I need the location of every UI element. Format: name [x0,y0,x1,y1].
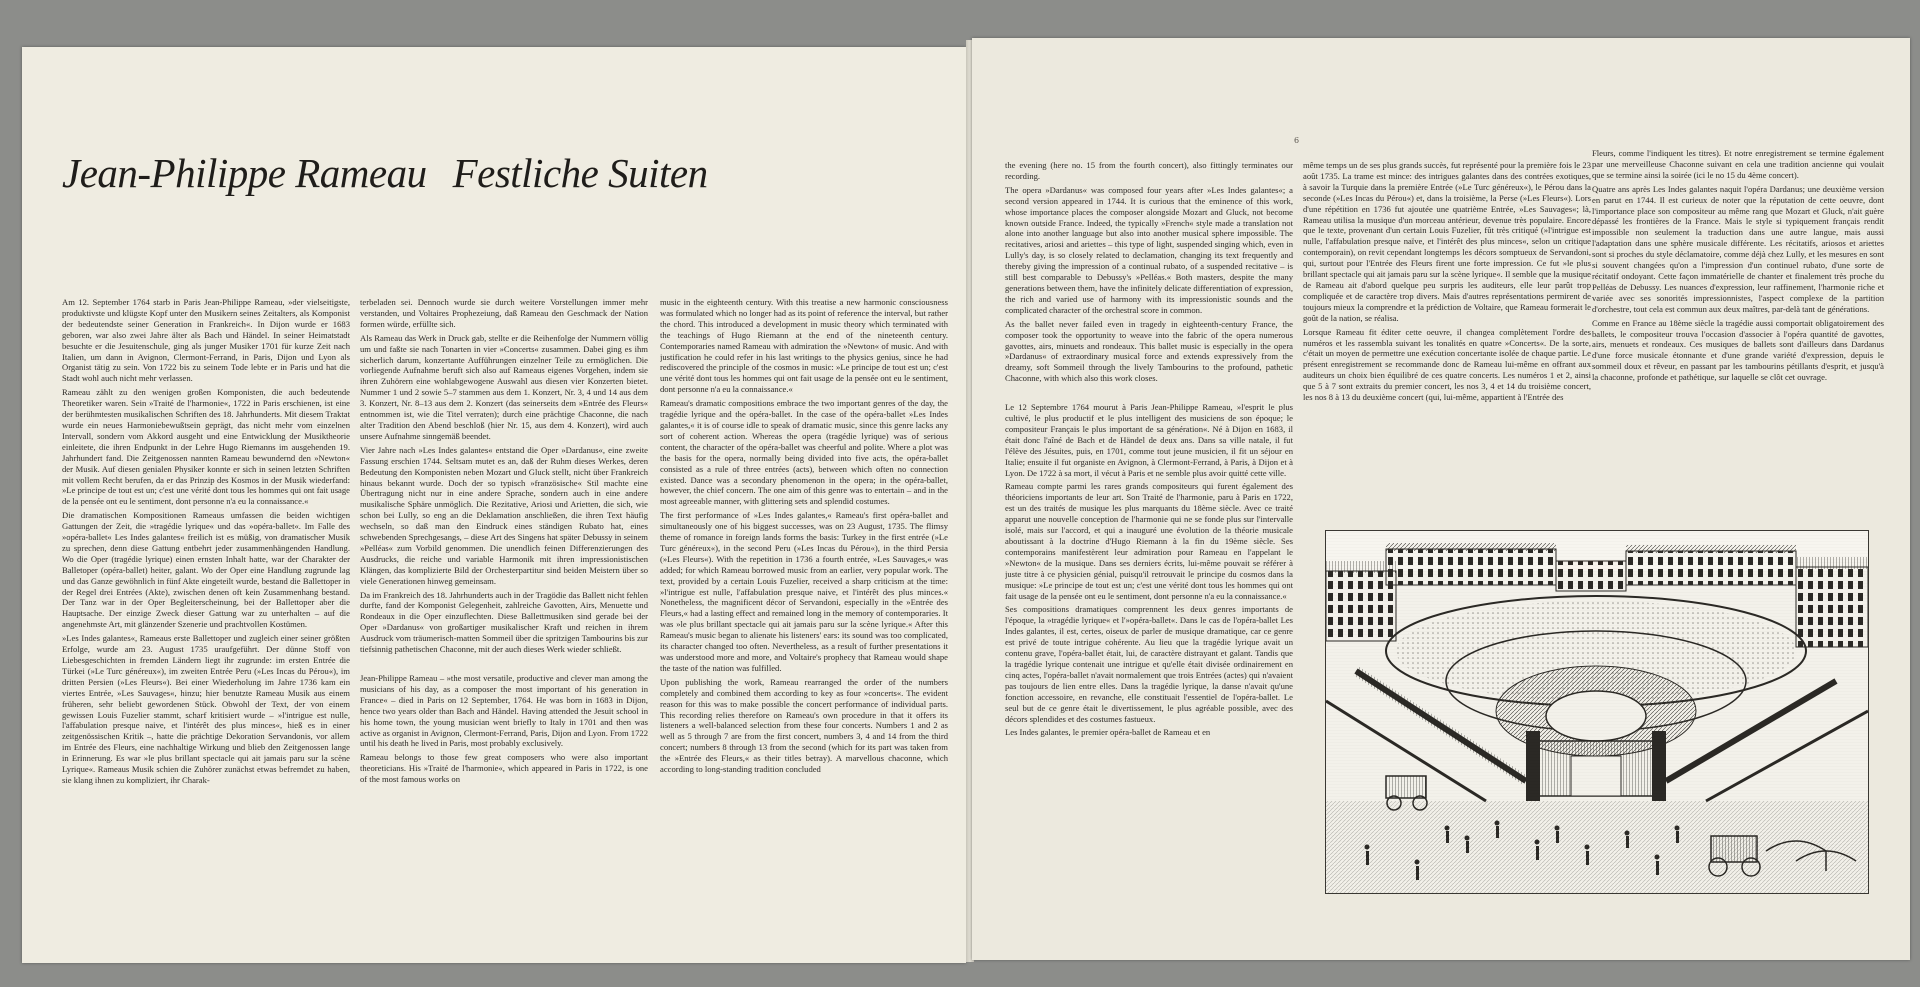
paragraph: Da im Frankreich des 18. Jahrhunderts auch in der Tragödie das Ballett nicht fehlen durfte, fand der Komponist Gelegenheit, zahlreiche Gavotten, Airs, Menuette und Rondeaux in die Oper einzuflechten. Diese Ballettmusiken sind gerade bei der Oper »Dardanus« von großartiger musikalischer Kraft und reichen in ihrem Ausdruck vom träumerisch-matten Sommeil über die spritzigen Tambourins bis zur tiefsinnig pathetischen Chaconne, mit der auch dieses Werk wieder schließt. [360,589,648,655]
paragraph: the evening (here no. 15 from the fourth concert), also fittingly terminates our recording. [1005,160,1293,181]
paragraph: Upon publishing the work, Rameau rearranged the order of the numbers completely and combined them according to key as four »concerts«. The evident reason for this was to make possible the concert performance of individual parts. This recording relies therefore on Rameau's own procedure in that it offers its listeners a well-balanced selection from these four concerts. Numbers 1 and 2 as well as 5 through 7 are from the first concert, numbers 3, 4 and 14 from the third concert; numbers 8 through 13 from the second (which for its part was taken from the »Entrée des Fleurs,« as their titles betray). A marvellous chaconne, which according to long-standing tradition concluded [660,676,948,775]
paragraph: As the ballet never failed even in tragedy in eighteenth-century France, the composer took the opportunity to weave into the fabric of the opera numerous gavottes, airs, minuets and rondeaux. This ballet music is especially in the opera »Dardanus« of extraordinary musical force and extends expressively from the dreamy, soft Sommeil through the lively Tambourins to the profound, pathetic Chaconne, with which also this work closes. [1005,318,1293,384]
paragraph-english-start: Jean-Philippe Rameau – »the most versatile, productive and clever man among the musicians of his day, as a composer the most important of his generation in France« – died in Paris on 12 September, 1764. He was born in 1683 in Dijon, hence two years older than Bach and Händel. Having attended the Jesuit school in his home town, the young musician went briefly to Italy in 1701 and then was active as organist in Avignon, Clermont-Ferrand, Paris, Dijon and Lyon. From 1722 until his death he lived in Paris, most probably exclusively. [360,673,648,749]
paragraph: Am 12. September 1764 starb in Paris Jean-Philippe Rameau, »der vielseitigste, produktivste und klügste Kopf unter den Musikern seines Zeitalters, als Komponist der bedeutendste seiner Generation in Frankreich«. In Dijon wurde er 1683 geboren, war also zwei Jahre älter als Bach und Händel. In seiner Heimatstadt besuchte er die Jesuitenschule, ging als junger Musiker 1701 für kurze Zeit nach Italien, um dann in Avignon, Clermont-Ferrand, in Paris, Dijon und Lyon als Organist tätig zu sein. Von 1722 bis zu seinem Tode lebte er in Paris und hat die Stadt wohl auch nicht mehr verlassen. [62,297,350,384]
paragraph: Fleurs, comme l'indiquent les titres). Et notre enregistrement se termine également par une merveilleuse Chaconne suivant en cela une tradition ancienne qui voulait que se termine ainsi la soirée (ici le no 15 du 4ème concert). [1592,148,1884,180]
text-column-french-3 [1592,148,1884,528]
text-column-german-2 [360,297,648,952]
text-column-english-1 [660,297,948,952]
paragraph: Vier Jahre nach »Les Indes galantes« entstand die Oper »Dardanus«, eine zweite Fassung erschien 1744. Seltsam mutet es an, daß der Ruhm dieses Werkes, deren Bedeutung den Komponisten neben Mozart und Gluck stellt, nicht über Frankreich hinaus bekannt wurde. Doch der so typisch »französische« Stil machte eine Übertragung nicht nur in eine andere Sprache, sondern auch in eine andere musikalische Sphäre unmöglich. Die Rezitative, Ariosi und Arietten, die sich, wie schon bei Lully, so eng an die Deklamation anschließen, die ihren Text häufig wechseln, so daß man den Eindruck eines ständigen Rubato hat, eines schwebenden Sprechgesangs, – diese Art des Singens hat später Debussy in seinem »Pelléas« zum Vorbild genommen. Die unendlich feinen Differenzierungen des Ausdrucks, die reiche und variable Harmonik mit ihren impressionistischen Klängen, das komplizierte Bild der Orchesterpartitur sind beiden Meistern über so viele Generationen hinweg gemeinsam. [360,444,648,586]
work-title: Festliche Suiten [452,150,708,196]
paragraph: Comme en France au 18ème siècle la tragédie aussi comportait obligatoirement des ballets, le compositeur trouva l'occasion d'associer à l'opéra quantité de gavottes, airs, menuets et rondeaux. Ces musiques de ballets sont d'ailleurs dans Dardanus d'une force musicale étonnante et d'une grande variété d'expression, depuis le sommeil doux et rêveur, en passant par les tambourins pétillants d'esprit, et jusqu'à la chaconne, profonde et pathétique, sur laquelle se clôt cet ouvrage. [1592,317,1884,383]
paragraph: Als Rameau das Werk in Druck gab, stellte er die Reihenfolge der Nummern völlig um und faßte sie nach Tonarten in vier »Concerts« zusammen. Dabei ging es ihm sicherlich darum, konzertante Aufführungen einzelner Teile zu ermöglichen. Die vorliegende Aufnahme beruft sich also auf Rameaus eigenes Vorgehen, indem sie ihren Zuhörern eine wohlabgewogene Auswahl aus diesen vier Konzerten bietet. Nummer 1 und 2 sowie 5–7 stammen aus dem 1. Konzert, Nr. 3, 4 und 14 aus dem 3. Konzert, Nr. 8–13 aus dem 2. Konzert (das seinerseits dem »Entrée des Fleurs« entnommen ist, wie die Titel verraten); durch eine prächtige Chaconne, die nach alter Tradition den Abend beschloß (hier Nr. 15, aus dem 4. Konzert), wird auch unsere Aufnahme sinngemäß beendet. [360,332,648,441]
page-title [62,149,708,197]
paragraph: Les Indes galantes, le premier opéra-ballet de Rameau et en [1005,727,1211,738]
paragraph: Rameau zählt zu den wenigen großen Komponisten, die auch bedeutende Theoretiker waren. Sein »Traité de l'harmonie«, 1722 in Paris erschienen, ist eine der berühmtesten musikalischen Schriften des 18. Jahrhunderts. Mit diesem Traktat wurde ein neues Harmoniebewußtsein geprägt, das nicht mehr vom einzelnen Intervall, sondern vom Akkord ausgeht und eine Entwicklung der Musiktheorie einleitete, die ihren Endpunkt in der Lehre Hugo Riemanns im ausgehenden 19. Jahrhundert fand. Die Zeitgenossen nannten Rameau bewundernd den »Newton« der Musik. Auf diesen genialen Physiker konnte er sich in seinen letzten Schriften mit vollem Recht berufen, da er das Prinzip des Kosmos in der Musik wiederfand: »Le principe de tout est un; c'est une vérité dont tous les hommes qui ont fait usage de la pensée ont eu le sentiment, dont personne n'a eu la connaissance.« [62,387,350,507]
page-number: 6 [1294,136,1300,145]
paragraph: Quatre ans après Les Indes galantes naquit l'opéra Dardanus; une deuxième version en parut en 1744. Il est curieux de noter que la réputation de cette oeuvre, dont l'importance place son compositeur au même rang que Mozart et Gluck, n'ait guère dépassé les frontières de la France. Mais le style si typiquement français rendit impossible non seulement la traduction dans une autre langue, mais aussi l'adaptation dans une sphère musicale différente. Les récitatifs, ariosos et ariettes sont si proches du style déclamatoire, comme déjà chez Lully, et les mesures en sont si souvent changées qu'on a l'impression d'un continuel rubato, d'une sorte de récitatif ondoyant. Cette façon immatérielle de chanter et finalement très proche du Pelléas de Debussy. Les nuances d'expression, leur raffinement, l'harmonie riche et variée avec ses sonorités impressionnistes, l'aspect complexe de la partition d'orchestre, tout cela est commun aux deux maîtres, par-delà tant de générations. [1592,183,1884,314]
paragraph: Rameau's dramatic compositions embrace the two important genres of the day, the tragédie lyrique and the opéra-ballet. In the case of the opéra-ballet »Les Indes galantes,« it is of course idle to speak of dramatic music, since this genre lacks any sort of coherent action. Whereas the opera (tragédie lyrique) was of serious content, the character of the opéra-ballet was cheerful and polite. Where a plot was the basis for the opera, normally being divided into five acts, the opéra-ballet consisted as a rule of three entrées (acts), between which often no connection existed. Dance was a secondary phenomenon in the opera; in the opéra-ballet, however, the chief concern. The one aim of this genre was to entertain – and in the most agreeable manner, with glittering sets and splendid costumes. [660,398,948,507]
paragraph: Die dramatischen Kompositionen Rameaus umfassen die beiden wichtigen Gattungen der Zeit, die »tragédie lyrique« und das »opéra-ballet«. Im Falle des »opéra-ballet« Les Indes galantes« freilich ist es müßig, von dramatischer Musik zu sprechen, denn diese Gattung entbehrt jeder zusammenhängenden Handlung. Wo die Oper (tragédie lyrique) einen ernsten Inhalt hatte, war der Charakter der Balletoper (opéra-ballet) heiter, galant. Wo der Oper eine Handlung zugrunde lag und das Ganze gewöhnlich in fünf Akte eingeteilt wurde, bestand die Ballettoper in der Regel drei Entrées (Akte), zwischen denen oft kein Zusammenhang bestand. Der Tanz war in der Oper Begleiterscheinung, bei der Ballettoper aber die Hauptsache. Der einzige Zweck dieser Gattung war zu unterhalten – auf die angenehmste Art, mit glänzender Szenerie und prachtvollen Kostümen. [62,510,350,630]
paragraph: terbeladen sei. Dennoch wurde sie durch weitere Vorstellungen immer mehr verstanden, und Voltaires Prophezeiung, daß Rameau den Geschmack der Nation formen würde, erfüllte sich. [360,297,648,329]
engraving-illustration [1326,531,1868,893]
paragraph: Ses compositions dramatiques comprennent les deux genres importants de l'époque, la »tragédie lyrique« et l'»opéra-ballet«. Dans le cas de l'opéra-ballet Les Indes galantes, il est, certes, oiseux de parler de musique dramatique, car ce genre est privé de toute intrigue cohérente. Au lieu que la tragédie lyrique avait un contenu grave, l'opéra-ballet était, lui, de caractère distrayant et galant. Tandis que la tragédie lyrique contenait une intrigue et qu'elle était divisée ordinairement en cinq actes, l'opéra-ballet n'avait normalement que trois Entrées (actes) qui n'avaient pas toujours de lien entre elles. Dans la tragédie lyrique, la danse n'avait qu'une fonction accessoire, en revanche, elle constituait l'essentiel de l'opéra-ballet. Le seul but de ce genre était le divertissement, le plus agréable possible, avec des décors splendides et des costumes fastueux. [1005,604,1293,724]
composer-name: Jean-Philippe Rameau [62,150,427,196]
paragraph: même temps un de ses plus grands succès, fut représenté pour la première fois le 23 août 1735. La trame est mince: des intrigues galantes dans des contrées exotiques, à savoir la Turquie dans la première Entrée (»Le Turc généreux«), le Pérou dans la seconde (»Les Incas du Pérou«) et, dans la troisième, la Perse (»Les Fleurs«). Lors d'une répétition en 1736 fut ajoutée une quatrième Entrée, »Les Sauvages«; là, Rameau utilisa la musique d'un morceau antérieur, devenue très populaire. Encore que le texte, provenant d'un certain Louis Fuzelier, fût très critiqué (»l'intrigue est nulle, l'affabulation presque naïve, et l'intérêt des plus minces«, selon un critique contemporain), on revit cependant longtemps les décors somptueux de Servandoni, qui, surtout pour l'Entrée des Fleurs firent une forte impression. Ce fut »le plus brillant spectacle qui ait jamais paru sur la scène lyrique«. Il semble que la musique de Rameau ait d'abord quelque peu surpris les auditeurs, elle leur parût trop compliquée et de caractère trop divers. Mais d'autres représentations permirent de toujours mieux la comprendre et la prédiction de Voltaire, que Rameau formerait le goût de la nation, se réalisa. [1303,160,1591,323]
paragraph: The opera »Dardanus« was composed four years after »Les Indes galantes«; a second version appeared in 1744. It is curious that the eminence of this work, whose importance places the composer alongside Mozart and Gluck, not become known outside France. Indeed, the typically »French« style made a translation not alone into another language but also into another musical sphere impossible. The recitatives, ariosi and ariettes – this type of light, suspended singing which, even in Lully's day, is so closely related to declamation, changing its text frequently and thereby giving the impression of a continual rubato, of a suspended recitative – is still best comparable to Debussy's »Pelléas.« Both masters, despite the many generations between them, have the infinitely delicate differentiation of expression, the rich and varied use of harmony with its impressionistic sounds and the complicated character of the orchestral score in common. [1005,184,1293,315]
paragraph-french-start: Le 12 Septembre 1764 mourut à Paris Jean-Philippe Rameau, »l'esprit le plus cultivé, le plus productif et le plus intelligent des musiciens de son époque; le compositeur Français le plus important de sa génération«. Né à Dijon en 1683, il était donc l'aîné de Bach et de Händel de deux ans. Dans sa ville natale, il fut l'élève des Jésuites, puis, en 1701, comme tout jeune musicien, il fit un séjour en Italie; ensuite il fut organiste en Avignon, à Clermont-Ferrand, à Paris, à Dijon et à Lyon. De 1722 à sa mort, il vécut à Paris et ne semble plus avoir quitté cette ville. [1005,402,1293,478]
paragraph: The first performance of »Les Indes galantes,« Rameau's first opéra-ballet and simultaneously one of his biggest successes, was on 23 August, 1735. The flimsy theme of romance in foreign lands forms the basis: Turkey in the first entrée (»Le Turc généreux«), in the second Peru (»Les Incas du Pérou«), in the third Persia (»Les Fleurs«). With the repetition in 1736 a fourth entrée, »Les Sauvages,« was added; for which Rameau borrowed music from an earlier, very popular work. The text, provided by a certain Louis Fuzelier, received a sharp criticism at the time: »l'intrigue est nulle, l'affabulation presque naive, et l'intérêt des plus minces.« Nonetheless, the magnificent décor of Servandoni, especially in the »Entrée des Fleurs,« had a lasting effect and remained long in the memory of contemporaries. It was »le plus brillant spectacle qui ait jamais paru sur la scène lyrique.« After this Rameau's music began to alienate his listeners' ears: its sound was too complicated, its character changed too often. Nevertheless, as a result of further presentations it was understood more and more, and Voltaire's prophecy that Rameau would shape the taste of the nation was fulfilled. [660,510,948,673]
paragraph: Rameau belongs to those few great composers who were also important theoreticians. His »Traité de l'harmonie«, which appeared in Paris in 1722, is one of the most famous works on [360,752,648,785]
text-column-german-1 [62,297,350,952]
paragraph: Lorsque Rameau fit éditer cette oeuvre, il changea complètement l'ordre des numéros et les rassembla suivant les tonalités en quatre »Concerts«. De la sorte, c'était un moyen de permettre une exécution concertante isolée de chaque partie. Le présent enregistrement se recommande donc de Rameau lui-même en offrant aux auditeurs un choix bien équilibré de ces quatre concerts. Les numéros 1 et 2, ainsi que 5 à 7 sont extraits du premier concert, les nos 3, 4 et 14 du troisième concert, les nos 8 à 13 du deuxième concert (qui, lui-même, appartient à l'Entrée des [1303,326,1591,403]
paragraph: music in the eighteenth century. With this treatise a new harmonic consciousness was formulated which no longer had as its point of reference the interval, but rather the chord. This introduced a development in music theory which terminated with the teachings of Hugo Riemann at the end of the nineteenth century. Contemporaries named Rameau with admiration the »Newton« of music. And with justification he could refer in his last writings to the physics genius, since he had rediscovered the principle of the cosmos in music: »Le principe de tout est un; c'est une vérité dont tous les hommes qui ont fait usage de la pensée ont eu le sentiment, dont personne n'a eu la connaissance.« [660,297,948,395]
text-column-english-french [1005,160,1293,950]
palace-garden-engraving [1325,530,1869,894]
paragraph: »Les Indes galantes«, Rameaus erste Ballettoper und zugleich einer seiner größten Erfolge, wurde am 23. August 1735 uraufgeführt. Der dünne Stoff von Liebesgeschichten in fremden Ländern liegt ihr zugrunde: im ersten Entrée die Türkei (»Le Turc généreux«), im zweiten Entrée Peru (»Les Incas du Pérou«), im dritten Persien (»Les Fleurs«). Bei einer Wiederholung im Jahre 1736 kam ein viertes Entrée, »Les Sauvages«, hinzu; hier benutzte Rameau Musik aus einem früheren, sehr beliebt gewordenen Stück. Obwohl der Text, der von einem gewissen Louis Fuzelier stammt, scharf kritisiert wurde – »l'intrigue est nulle, l'affabulation presque naive, et l'intérêt des plus minces«, hieß es in einer zeitgenössischen Kritik –, hatte die prächtige Dekoration Servandonis, vor allem im Entrée des Fleurs, eine nachhaltige Wirkung und blieb den Zeitgenossen lange in Erinnerung. Es war »le plus brillant spectacle qui ait jamais paru sur la scène Lyrique«. Rameaus Musik schien die Zuhörer zunächst etwas befremdet zu haben, sie klang ihnen zu kompliziert, ihr Charak- [62,633,350,785]
text-column-french-2 [1303,160,1591,575]
paragraph: Rameau compte parmi les rares grands compositeurs qui furent également des théoriciens importants de leur art. Son Traité de l'harmonie, paru à Paris en 1722, est un des traités de musique les plus marquants du 18ème siècle. Avec ce traité apparut une nouvelle conception de l'harmonie qui ne se fonde plus sur l'intervalle isolé, mais sur l'accord, et qui a inauguré une évolution de la théorie musicale aboutissant à la doctrine d'Hugo Riemann à la fin du 19ème siècle. Ses contemporains manifestèrent leur admiration pour Rameau en l'appelant le »Newton« de la musique. Dans ses derniers écrits, lui-même pouvait se référer à juste titre à ce physicien génial, puisqu'il retrouvait le principe du cosmos dans la musique: »Le principe de tout est un; c'est une vérité dont tous les hommes qui ont fait usage de la pensée ont eu le sentiment, dont personne n'a eu la connaissance.« [1005,481,1293,601]
